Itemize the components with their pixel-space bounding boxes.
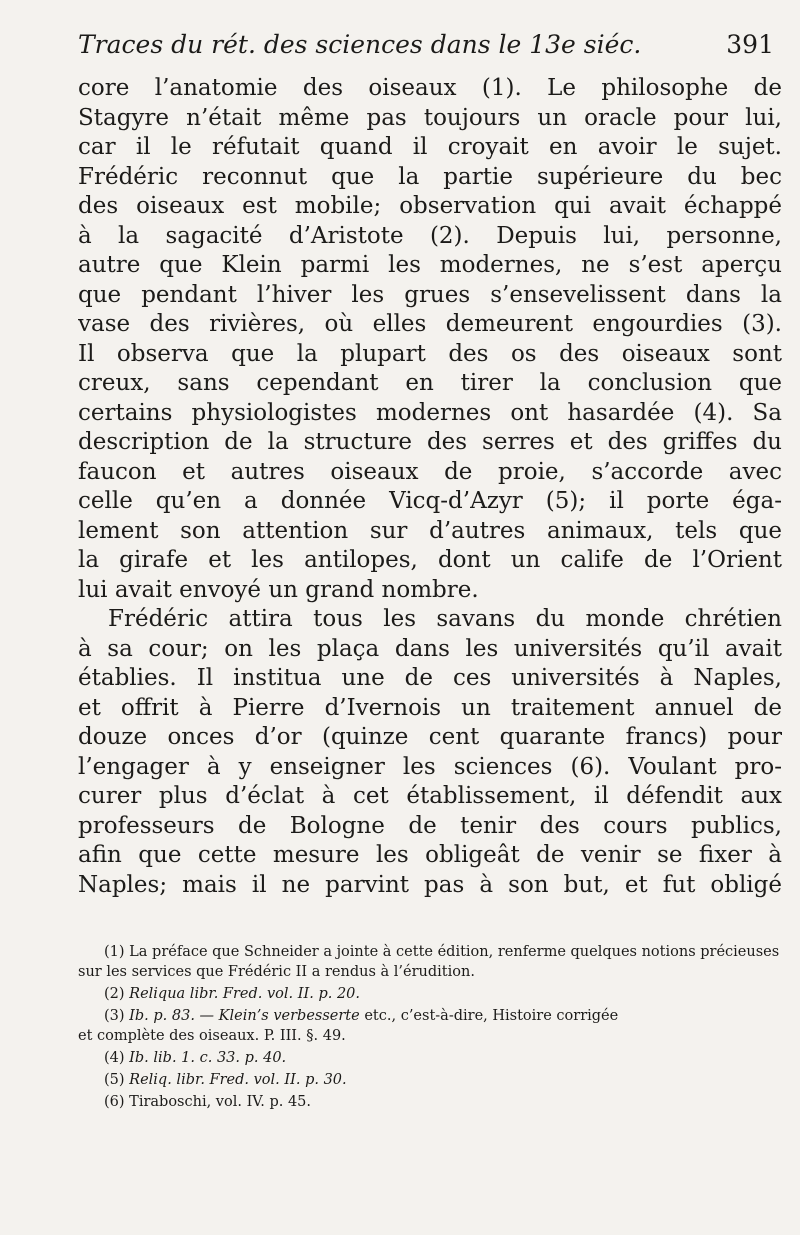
text-line: creux, sans cependant en tirer la conclusion que [78,370,782,396]
footnote-5-number: (5) [104,1072,125,1088]
text-line: à sa cour; on les plaça dans les universités qu’il avait [78,635,782,662]
footnote-2 [78,984,782,1004]
text-line: Stagyre n’était même pas toujours un oracle pour lui, [78,104,782,131]
text-line: lui avait envoyé un grand nombre. [78,576,479,603]
footnote-6-text: (6) Tiraboschi, vol. IV. p. 45. [104,1094,312,1110]
text-line: et offrit à Pierre d’Ivernois un traitement annuel de [78,694,782,721]
footnote-3-continuation [78,1026,782,1046]
text-line: Naples; mais il ne parvint pas à son but, et fut obligé [78,871,782,898]
text-line: car il le réfutait quand il croyait en avoir le sujet. [78,134,782,160]
footnote-4-text: Ib. lib. 1. c. 33. p. 40. [129,1050,287,1066]
running-head [78,30,774,74]
text-line: description de la structure des serres et des griffes du [78,429,782,455]
footnote-5-text: Reliq. libr. Fred. vol. II. p. 30. [129,1072,347,1088]
text-line: autre que Klein parmi les modernes, ne s’est aperçu [78,252,782,278]
text-line: des oiseaux est mobile; observation qui avait échappé [78,193,782,219]
footnote-2-text: Reliqua libr. Fred. vol. II. p. 20. [129,986,361,1002]
text-line: core l’anatomie des oiseaux (1). Le philosophe de [78,75,782,101]
text-line: lement son attention sur d’autres animaux, tels que [78,517,782,544]
running-head-title: Traces du rét. des sciences dans le 13e siéc. [78,30,642,59]
page-number: 391 [726,30,774,59]
footnote-6 [78,1092,782,1112]
footnote-3-rest: etc., c’est-à-dire, Histoire corrigée [359,1008,619,1024]
text-line: Frédéric attira tous les savans du monde chrétien [108,606,782,632]
footnote-3 [78,1006,782,1026]
text-line: certains physiologistes modernes ont hasardée (4). Sa [78,399,782,426]
text-line: Il observa que la plupart des os des oiseaux sont [78,340,782,367]
text-line: douze onces d’or (quinze cent quarante francs) pour [78,724,782,750]
footnote-3-italic: Ib. p. 83. — Klein’s verbesserte [129,1008,360,1024]
text-line: l’engager à y enseigner les sciences (6). Voulant pro- [78,753,782,780]
text-line: que pendant l’hiver les grues s’ensevelissent dans la [78,281,782,308]
text-line: curer plus d’éclat à cet établissement, il défendit aux [78,783,782,809]
text-line: établies. Il institua une de ces universités à Naples, [78,665,782,691]
footnote-5 [78,1070,782,1090]
footnote-1 [78,942,782,982]
text-line: vase des rivières, où elles demeurent engourdies (3). [78,311,782,337]
footnote-4-number: (4) [104,1050,125,1066]
footnote-3-number: (3) [104,1008,125,1024]
text-line: à la sagacité d’Aristote (2). Depuis lui, personne, [78,222,782,249]
text-line: professeurs de Bologne de tenir des cours publics, [78,812,782,839]
text-line: celle qu’en a donnée Vicq-d’Azyr (5); il porte éga- [78,488,782,514]
footnote-2-number: (2) [104,986,125,1002]
footnote-1-text: (1) La préface que Schneider a jointe à cette édition, renferme quelques notions précieuses sur les services que Frédéric II a rendus à l’érudition. [78,944,780,980]
footnotes [78,942,782,1112]
text-line: afin que cette mesure les obligeât de venir se fixer à [78,842,782,868]
text-line: Frédéric reconnut que la partie supérieure du bec [78,163,782,190]
body-text [78,74,782,900]
text-line: la girafe et les antilopes, dont un calife de l’Orient [78,547,782,573]
footnote-4 [78,1048,782,1068]
footnote-3-continuation-text: et complète des oiseaux. P. III. §. 49. [78,1028,346,1044]
text-line: faucon et autres oiseaux de proie, s’accorde avec [78,458,782,485]
